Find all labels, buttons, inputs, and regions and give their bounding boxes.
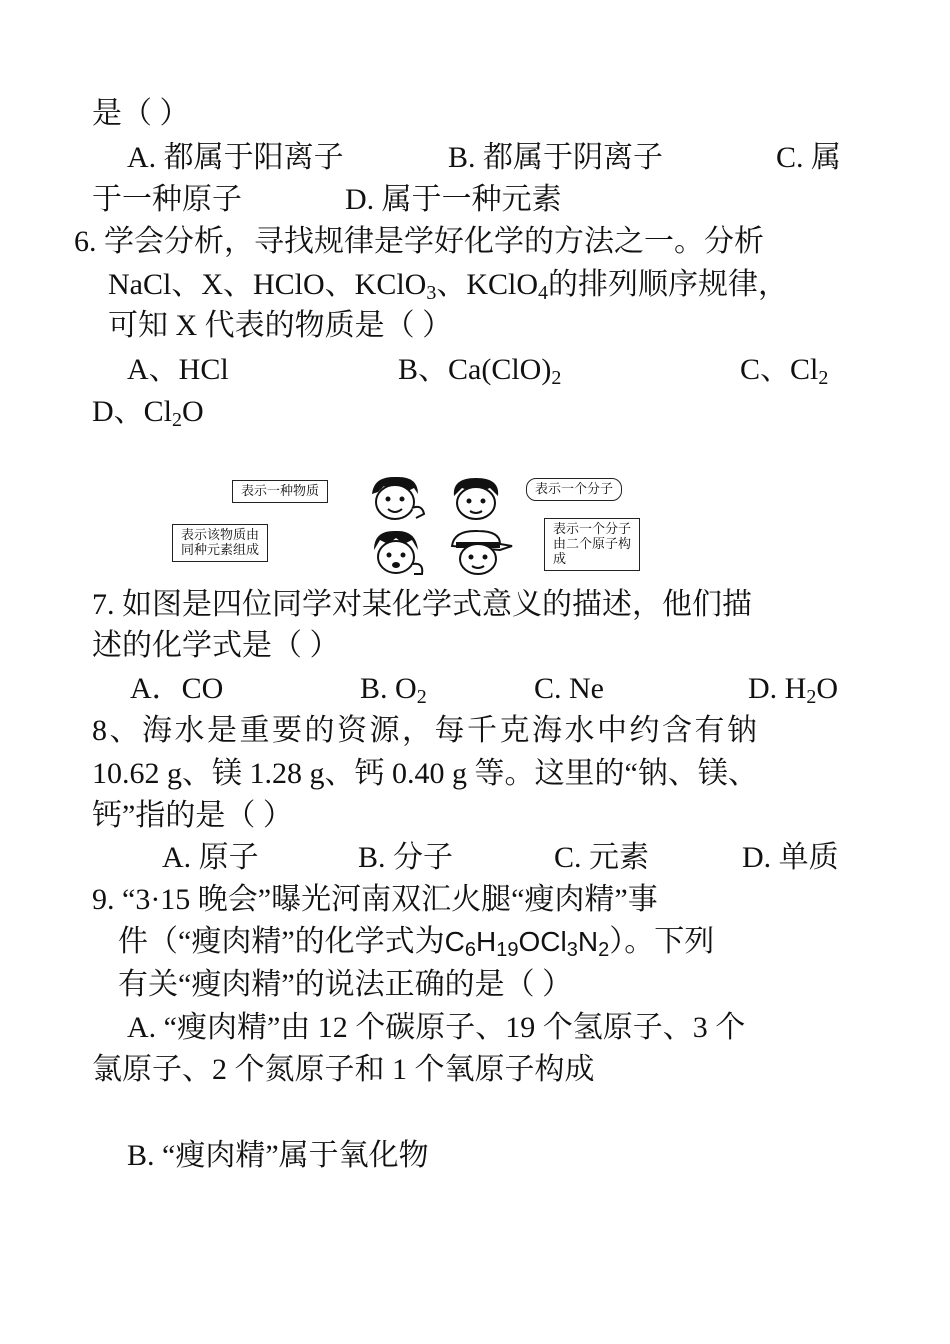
q7-opt-d-text: D. H bbox=[748, 672, 807, 705]
student-bottom-left-icon bbox=[366, 528, 426, 578]
q7-opt-b-text: B. O bbox=[360, 672, 417, 705]
q7-option-d[interactable] bbox=[748, 669, 838, 717]
q6-opt-c-text: C、Cl bbox=[740, 353, 819, 386]
q6-line2-sub3: 3 bbox=[426, 282, 437, 304]
student-top-right-icon bbox=[446, 474, 506, 524]
q6-opt-d-text: D、Cl bbox=[92, 395, 173, 428]
q9-formula-sub19: 19 bbox=[496, 939, 519, 961]
q7-stem-line2: 述的化学式是（ ） bbox=[92, 629, 340, 662]
q6-option-d[interactable] bbox=[92, 392, 204, 440]
q8-option-d[interactable]: D. 单质 bbox=[742, 841, 839, 874]
q9-option-a-line2[interactable]: 氯原子、2 个氮原子和 1 个氧原子构成 bbox=[92, 1053, 595, 1086]
q6-opt-b-text: B、Ca(ClO) bbox=[398, 353, 552, 386]
q6-stem-line3: 可知 X 代表的物质是（ ） bbox=[108, 309, 453, 342]
q8-stem-line1: 8、海水是重要的资源，每千克海水中约含有钠 bbox=[92, 714, 760, 747]
q9-option-a-line1[interactable]: A. “瘦肉精”由 12 个碳原子、19 个氢原子、3 个 bbox=[127, 1011, 746, 1044]
q9-formula-c: C bbox=[444, 926, 465, 957]
q7-opt-d-sub: 2 bbox=[806, 686, 817, 708]
bubble-br-line2: 由二个原子构 bbox=[553, 537, 632, 552]
q7-opt-b-sub: 2 bbox=[416, 686, 427, 708]
q6-option-b[interactable] bbox=[398, 350, 561, 398]
q6-opt-d-tail: O bbox=[182, 395, 204, 428]
bubble-bottom-left bbox=[172, 524, 268, 562]
q5-option-d[interactable]: D. 属于一种元素 bbox=[345, 183, 562, 216]
q9-formula-sub3: 3 bbox=[566, 939, 578, 961]
q8-option-c[interactable]: C. 元素 bbox=[554, 841, 650, 874]
q7-option-a[interactable]: A．CO bbox=[130, 672, 224, 705]
q9-formula-sub2: 2 bbox=[598, 939, 610, 961]
q8-stem-line2: 10.62 g、镁 1.28 g、钙 0.40 g 等。这里的“钠、镁、 bbox=[92, 757, 758, 790]
q9-stem-line3: 有关“瘦肉精”的说法正确的是（ ） bbox=[118, 968, 573, 1001]
q8-stem-line3: 钙”指的是（ ） bbox=[92, 799, 293, 832]
q9-formula bbox=[444, 926, 610, 961]
q7-stem-line1: 7. 如图是四位同学对某化学式意义的描述，他们描 bbox=[92, 588, 752, 621]
q6-line2-b: 、KClO bbox=[436, 268, 539, 301]
q6-opt-c-sub: 2 bbox=[818, 367, 829, 389]
bubble-bl-line2: 同种元素组成 bbox=[181, 543, 260, 558]
q9-stem-line1: 9. “3·15 晚会”曝光河南双汇火腿“瘦肉精”事 bbox=[92, 883, 658, 916]
q9-option-b[interactable]: B. “瘦肉精”属于氧化物 bbox=[127, 1139, 429, 1172]
q5-option-b[interactable]: B. 都属于阴离子 bbox=[448, 141, 664, 174]
q7-option-c[interactable]: C. Ne bbox=[534, 672, 604, 705]
q5-option-a[interactable]: A. 都属于阳离子 bbox=[127, 141, 344, 174]
q9-line2-head: 件（“瘦肉精”的化学式为 bbox=[118, 925, 445, 958]
bubble-br-line3: 成 bbox=[553, 552, 567, 567]
q6-option-a[interactable]: A、HCl bbox=[127, 353, 229, 386]
q6-line2-c: 的排列顺序规律， bbox=[548, 268, 789, 301]
bubble-bottom-right bbox=[544, 518, 640, 571]
q9-formula-ocl: OCl bbox=[518, 926, 567, 957]
bubble-br-line1: 表示一个分子 bbox=[553, 522, 632, 537]
bubble-top-right: 表示一个分子 bbox=[526, 478, 622, 501]
q6-line2-sub4: 4 bbox=[538, 282, 549, 304]
q9-formula-n: N bbox=[577, 926, 599, 957]
q7-opt-d-tail: O bbox=[816, 672, 839, 705]
bubble-top-left: 表示一种物质 bbox=[232, 480, 328, 503]
q8-option-b[interactable]: B. 分子 bbox=[358, 841, 454, 874]
q5-option-c-tail[interactable]: 于一种原子 bbox=[92, 183, 242, 216]
q6-opt-b-sub: 2 bbox=[551, 367, 562, 389]
q5-stem-tail: 是（ ） bbox=[92, 97, 190, 130]
q6-line2-a: NaCl、X、HClO、KClO bbox=[108, 268, 427, 301]
bubble-bl-line1: 表示该物质由 bbox=[181, 528, 260, 543]
q6-opt-d-sub: 2 bbox=[172, 409, 183, 431]
student-top-left-icon bbox=[366, 474, 426, 524]
q7-option-b[interactable] bbox=[360, 669, 427, 717]
q9-line2-tail: ）。下列 bbox=[609, 925, 715, 958]
q8-option-a[interactable]: A. 原子 bbox=[162, 841, 259, 874]
q5-option-c-head[interactable]: C. 属 bbox=[776, 141, 842, 174]
q9-formula-sub6: 6 bbox=[464, 939, 476, 961]
q9-formula-h: H bbox=[476, 926, 497, 957]
student-bottom-right-icon bbox=[446, 528, 516, 578]
q6-stem-line1: 6. 学会分析，寻找规律是学好化学的方法之一。分析 bbox=[74, 225, 764, 258]
students-figure bbox=[170, 470, 680, 580]
q6-option-c[interactable] bbox=[740, 350, 828, 398]
q9-stem-line2 bbox=[118, 922, 714, 970]
